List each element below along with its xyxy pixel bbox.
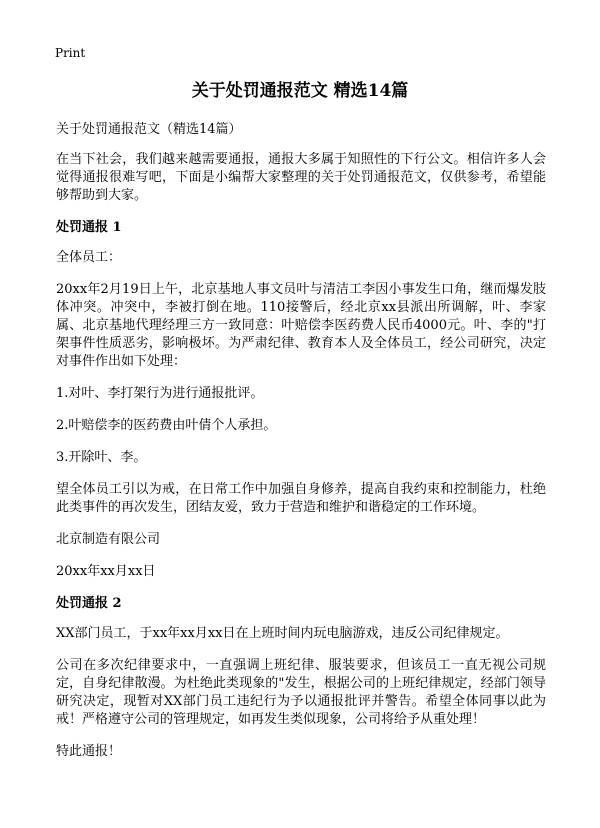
section-heading: 处罚通报 2	[56, 596, 122, 611]
signature-date: 20xx年xx月xx日	[56, 564, 156, 579]
list-item: 3.开除叶、李。	[56, 450, 147, 465]
paragraph: XX部门员工，于xx年xx月xx日在上班时间内玩电脑游戏，违反公司纪律规定。	[56, 626, 509, 641]
paragraph: 望全体员工引以为戒，在日常工作中加强自身修养，提高自我约束和控制能力，杜绝此类事件的再次发生，团结友爱，致力于营造和维护和谐稳定的工作环境。	[56, 482, 546, 515]
document-body	[56, 121, 546, 775]
signature-company: 北京制造有限公司	[56, 532, 161, 547]
section-heading: 处罚通报 1	[56, 220, 122, 235]
intro-paragraph: 在当下社会，我们越来越需要通报，通报大多属于知照性的下行公文。相信许多人会觉得通报很难写吧，下面是小编帮大家整理的关于处罚通报范文，仅供参考，希望能够帮助到大家。	[56, 152, 546, 203]
paragraph: 全体员工：	[56, 250, 122, 265]
paragraph: 20xx年2月19日上午，北京基地人事文员叶与清洁工李因小事发生口角，继而爆发肢体冲突。冲突中，李被打倒在地。110接警后，经北京xx县派出所调解，叶、李家属、北京基地代理经理三方一致同意：叶赔偿李医药费人民币4000元。叶、李的"打架事件性质恶劣，影响极坏。为严肃纪律、教育本人及全体员工，经公司研究，决定对事件作出如下处理：	[56, 282, 546, 369]
print-link[interactable]: Print	[55, 46, 86, 60]
list-item: 1.对叶、李打架行为进行通报批评。	[56, 386, 264, 401]
paragraph: 公司在多次纪律要求中，一直强调上班纪律、服装要求，但该员工一直无视公司规定，自身纪律散漫。为杜绝此类现象的"发生，根据公司的上班纪律规定，经部门领导研究决定，现暂对XX部门员工违纪行为予以通报批评并警告。希望全体同事以此为戒！严格遵守公司的管理规定，如再发生类似现象，公司将给予从重处理！	[56, 658, 546, 727]
paragraph: 特此通报！	[56, 744, 122, 759]
document-subtitle: 关于处罚通报范文（精选14篇）	[56, 122, 242, 137]
document-title: 关于处罚通报范文 精选14篇	[191, 81, 409, 101]
list-item: 2.叶赔偿李的医药费由叶倩个人承担。	[56, 418, 277, 433]
